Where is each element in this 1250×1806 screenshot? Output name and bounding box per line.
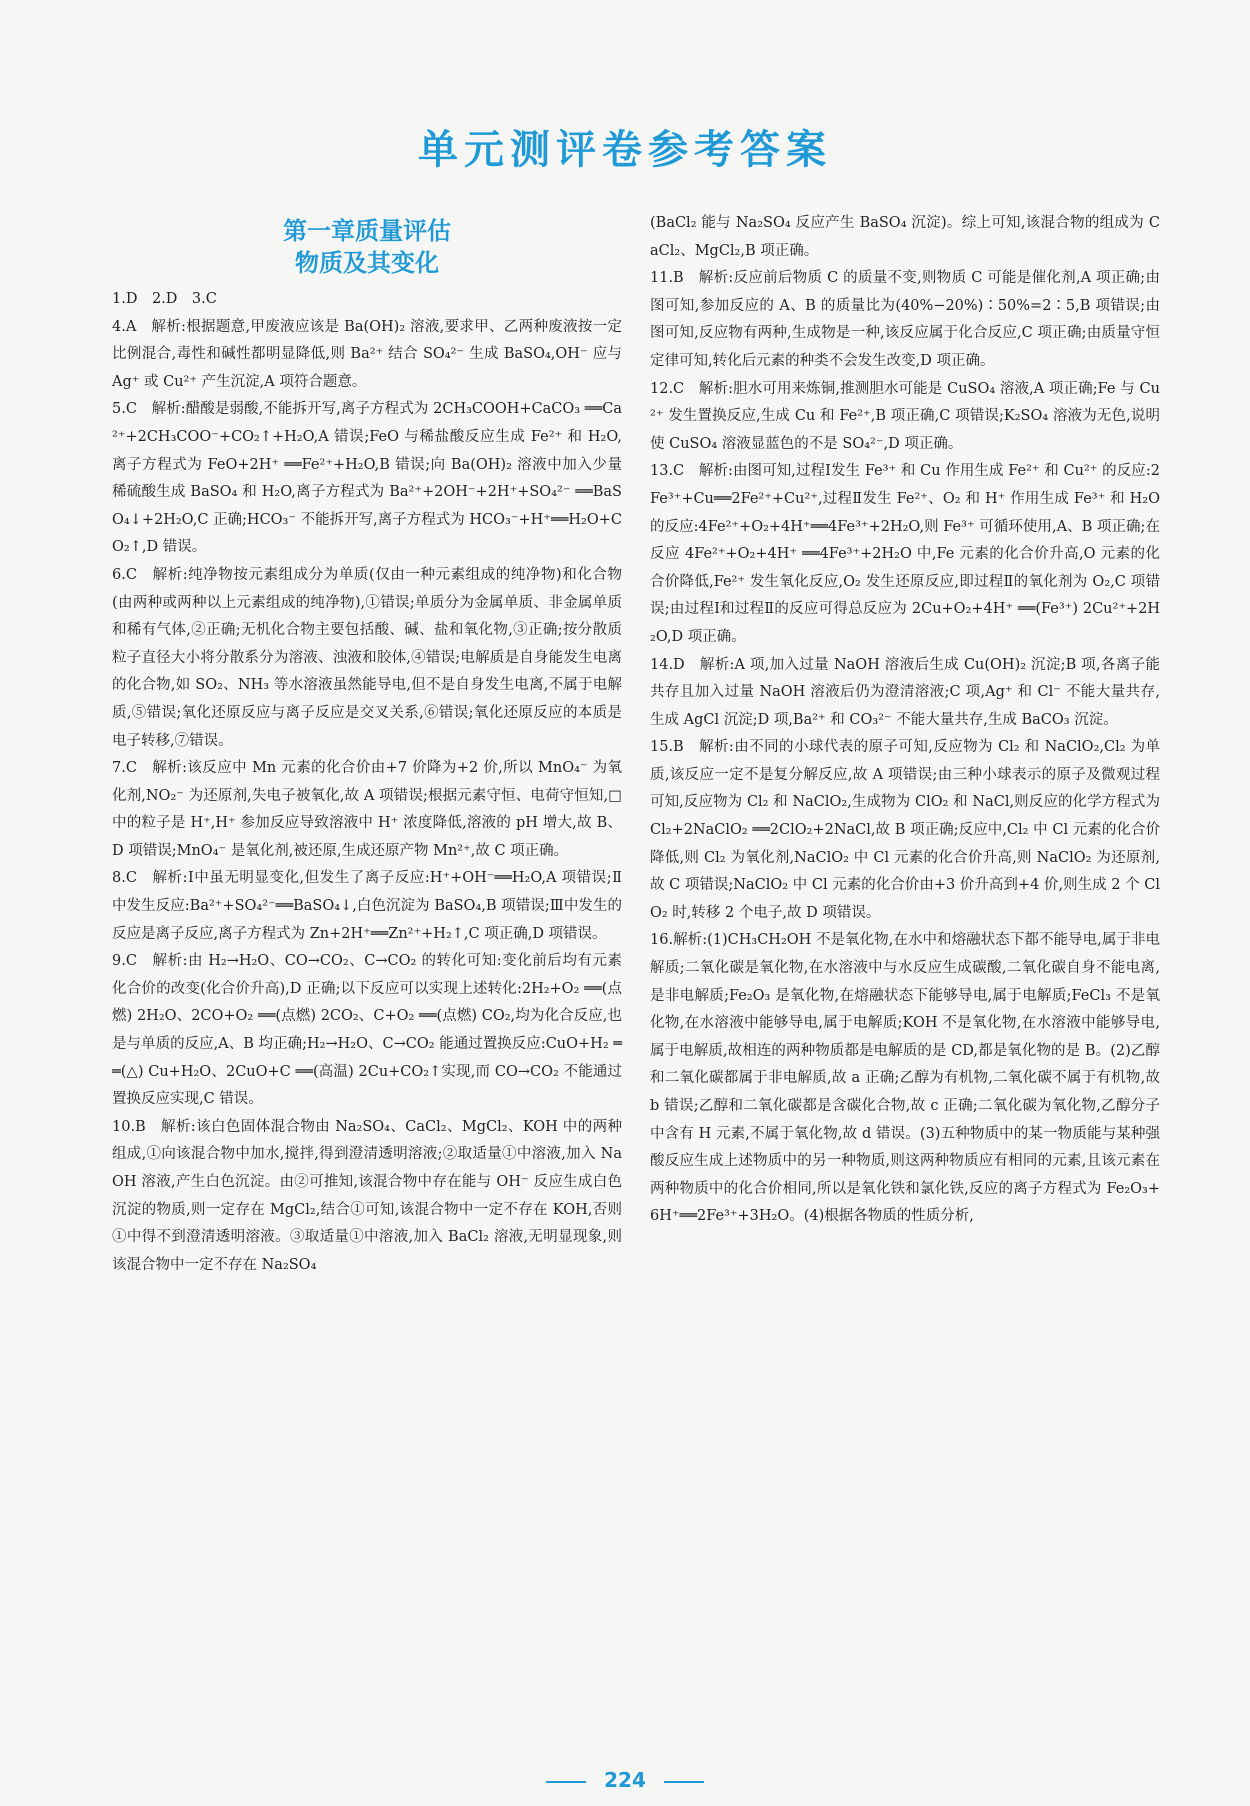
answer-item: 15.B 解析:由不同的小球代表的原子可知,反应物为 Cl₂ 和 NaClO₂,Cl₂ 为单质,该反应一定不是复分解反应,故 A 项错误;由三种小球表示的原子及微观过程可知,反应物为 Cl₂ 和 NaClO₂,生成物为 ClO₂ 和 NaCl,则反应的化学方程式为 Cl₂+2NaClO₂ ══2ClO₂+2NaCl,故 B 项正确;反应中,Cl₂ 中 Cl 元素的化合价降低,则 Cl₂ 为氧化剂,NaClO₂ 中 Cl 元素的化合价升高,则 NaClO₂ 为还原剂,故 C 项错误;NaClO₂ 中 Cl 元素的化合价由+3 价升高到+4 价,则生成 2 个 ClO₂ 时,转移 2 个电子,故 D 项错误。 <box>650 739 1160 921</box>
left-column <box>112 216 622 1279</box>
answer-item: 6.C 解析:纯净物按元素组成分为单质(仅由一种元素组成的纯净物)和化合物(由两种或两种以上元素组成的纯净物),①错误;单质分为金属单质、非金属单质和稀有气体,②正确;无机化合物主要包括酸、碱、盐和氧化物,③正确;按分散质粒子直径大小将分散系分为溶液、浊液和胶体,④错误;电解质是自身能发生电离的化合物,如 SO₂、NH₃ 等水溶液虽然能导电,但不是自身发生电离,不属于电解质,⑤错误;氧化还原反应与离子反应是交叉关系,⑥错误;氧化还原反应的本质是电子转移,⑦错误。 <box>112 566 622 749</box>
page-footer <box>0 1768 1250 1792</box>
chapter-heading <box>112 216 622 280</box>
answer-item: (BaCl₂ 能与 Na₂SO₄ 反应产生 BaSO₄ 沉淀)。综上可知,该混合物的组成为 CaCl₂、MgCl₂,B 项正确。 <box>650 215 1160 259</box>
answer-item: 5.C 解析:醋酸是弱酸,不能拆开写,离子方程式为 2CH₃COOH+CaCO₃ ══Ca²⁺+2CH₃COO⁻+CO₂↑+H₂O,A 错误;FeO 与稀盐酸反应生成 Fe²⁺ 和 H₂O,离子方程式为 FeO+2H⁺ ══Fe²⁺+H₂O,B 错误;向 Ba(OH)₂ 溶液中加入少量稀硫酸生成 BaSO₄ 和 H₂O,离子方程式为 Ba²⁺+2OH⁻+2H⁺+SO₄²⁻ ══BaSO₄↓+2H₂O,C 正确;HCO₃⁻ 不能拆开写,离子方程式为 HCO₃⁻+H⁺══H₂O+CO₂↑,D 错误。 <box>112 401 622 556</box>
page-number: 224 <box>604 1768 646 1792</box>
answer-item: 7.C 解析:该反应中 Mn 元素的化合价由+7 价降为+2 价,所以 MnO₄⁻ 为氧化剂,NO₂⁻ 为还原剂,失电子被氧化,故 A 项错误;根据元素守恒、电荷守恒知,□中的粒子是 H⁺,H⁺ 参加反应导致溶液中 H⁺ 浓度降低,溶液的 pH 增大,故 B、D 项错误;MnO₄⁻ 是氧化剂,被还原,生成还原产物 Mn²⁺,故 C 项正确。 <box>112 760 622 859</box>
footer-rule-left <box>546 1781 586 1783</box>
answer-item: 4.A 解析:根据题意,甲废液应该是 Ba(OH)₂ 溶液,要求甲、乙两种废液按一定比例混合,毒性和碱性都明显降低,则 Ba²⁺ 结合 SO₄²⁻ 生成 BaSO₄,OH⁻ 应与 Ag⁺ 或 Cu²⁺ 产生沉淀,A 项符合题意。 <box>112 318 622 390</box>
answer-item: 12.C 解析:胆水可用来炼铜,推测胆水可能是 CuSO₄ 溶液,A 项正确;Fe 与 Cu²⁺ 发生置换反应,生成 Cu 和 Fe²⁺,B 项正确,C 项错误;K₂SO₄ 溶液为无色,说明使 CuSO₄ 溶液显蓝色的不是 SO₄²⁻,D 项正确。 <box>650 380 1160 452</box>
footer-rule-right <box>664 1781 704 1783</box>
page-title: 单元测评卷参考答案 <box>418 127 832 173</box>
answer-item: 11.B 解析:反应前后物质 C 的质量不变,则物质 C 可能是催化剂,A 项正确;由图可知,参加反应的 A、B 的质量比为(40%−20%)∶50%=2∶5,B 项错误;由图可知,反应物有两种,生成物是一种,该反应属于化合反应,C 项正确;由质量守恒定律可知,转化后元素的种类不会发生改变,D 项正确。 <box>650 270 1160 369</box>
answer-item: 1.D 2.D 3.C <box>112 291 217 307</box>
answer-item: 16.解析:(1)CH₃CH₂OH 不是氧化物,在水中和熔融状态下都不能导电,属于非电解质;二氧化碳是氧化物,在水溶液中与水反应生成碳酸,二氧化碳自身不能电离,是非电解质;Fe₂O₃ 是氧化物,在熔融状态下能够导电,属于电解质;FeCl₃ 不是氧化物,在水溶液中能够导电,属于电解质;KOH 不是氧化物,在水溶液中能够导电,属于电解质,故相连的两种物质都是电解质的是 CD,都是氧化物的是 B。(2)乙醇和二氧化碳都属于非电解质,故 a 正确;乙醇为有机物,二氧化碳不属于有机物,故 b 错误;乙醇和二氧化碳都是含碳化合物,故 c 正确;二氧化碳为氧化物,乙醇分子中含有 H 元素,不属于氧化物,故 d 错误。(3)五种物质中的某一物质能与某种强酸反应生成上述物质中的另一种物质,则这两种物质应有相同的元素,且该元素在两种物质中的化合价相同,所以是氧化铁和氯化铁,反应的离子方程式为 Fe₂O₃+6H⁺══2Fe³⁺+3H₂O。(4)根据各物质的性质分析, <box>650 932 1160 1225</box>
chapter-title: 第一章质量评估 <box>283 217 451 245</box>
answer-item: 10.B 解析:该白色固体混合物由 Na₂SO₄、CaCl₂、MgCl₂、KOH 中的两种组成,①向该混合物中加水,搅拌,得到澄清透明溶液;②取适量①中溶液,加入 NaOH 溶液,产生白色沉淀。由②可推知,该混合物中存在能与 OH⁻ 反应生成白色沉淀的物质,则一定存在 MgCl₂,结合①可知,该混合物中一定不存在 KOH,否则①中得不到澄清透明溶液。③取适量①中溶液,加入 BaCl₂ 溶液,无明显现象,则该混合物中一定不存在 Na₂SO₄ <box>112 1118 622 1273</box>
answer-item: 13.C 解析:由图可知,过程Ⅰ发生 Fe³⁺ 和 Cu 作用生成 Fe²⁺ 和 Cu²⁺ 的反应:2Fe³⁺+Cu══2Fe²⁺+Cu²⁺,过程Ⅱ发生 Fe²⁺、O₂ 和 H⁺ 作用生成 Fe³⁺ 和 H₂O 的反应:4Fe²⁺+O₂+4H⁺══4Fe³⁺+2H₂O,则 Fe³⁺ 可循环使用,A、B 项正确;在反应 4Fe²⁺+O₂+4H⁺ ══4Fe³⁺+2H₂O 中,Fe 元素的化合价升高,O 元素的化合价降低,Fe²⁺ 发生氧化反应,O₂ 发生还原反应,即过程Ⅱ的氧化剂为 O₂,C 项错误;由过程Ⅰ和过程Ⅱ的反应可得总反应为 2Cu+O₂+4H⁺ ══(Fe³⁺) 2Cu²⁺+2H₂O,D 项正确。 <box>650 463 1160 645</box>
right-column <box>650 210 1160 1231</box>
answer-item: 9.C 解析:由 H₂→H₂O、CO→CO₂、C→CO₂ 的转化可知:变化前后均有元素化合价的改变(化合价升高),D 正确;以下反应可以实现上述转化:2H₂+O₂ ══(点燃) 2H₂O、2CO+O₂ ══(点燃) 2CO₂、C+O₂ ══(点燃) CO₂,均为化合反应,也是与单质的反应,A、B 均正确;H₂→H₂O、C→CO₂ 能通过置换反应:CuO+H₂ ══(△) Cu+H₂O、2CuO+C ══(高温) 2Cu+CO₂↑实现,而 CO→CO₂ 不能通过置换反应实现,C 错误。 <box>112 953 622 1108</box>
chapter-subtitle: 物质及其变化 <box>295 249 439 277</box>
answer-item: 14.D 解析:A 项,加入过量 NaOH 溶液后生成 Cu(OH)₂ 沉淀;B 项,各离子能共存且加入过量 NaOH 溶液后仍为澄清溶液;C 项,Ag⁺ 和 Cl⁻ 不能大量共存,生成 AgCl 沉淀;D 项,Ba²⁺ 和 CO₃²⁻ 不能大量共存,生成 BaCO₃ 沉淀。 <box>650 656 1160 728</box>
answer-item: 8.C 解析:Ⅰ中虽无明显变化,但发生了离子反应:H⁺+OH⁻══H₂O,A 项错误;Ⅱ中发生反应:Ba²⁺+SO₄²⁻══BaSO₄↓,白色沉淀为 BaSO₄,B 项错误;Ⅲ中发生的反应是离子反应,离子方程式为 Zn+2H⁺══Zn²⁺+H₂↑,C 项正确,D 项错误。 <box>112 870 622 942</box>
